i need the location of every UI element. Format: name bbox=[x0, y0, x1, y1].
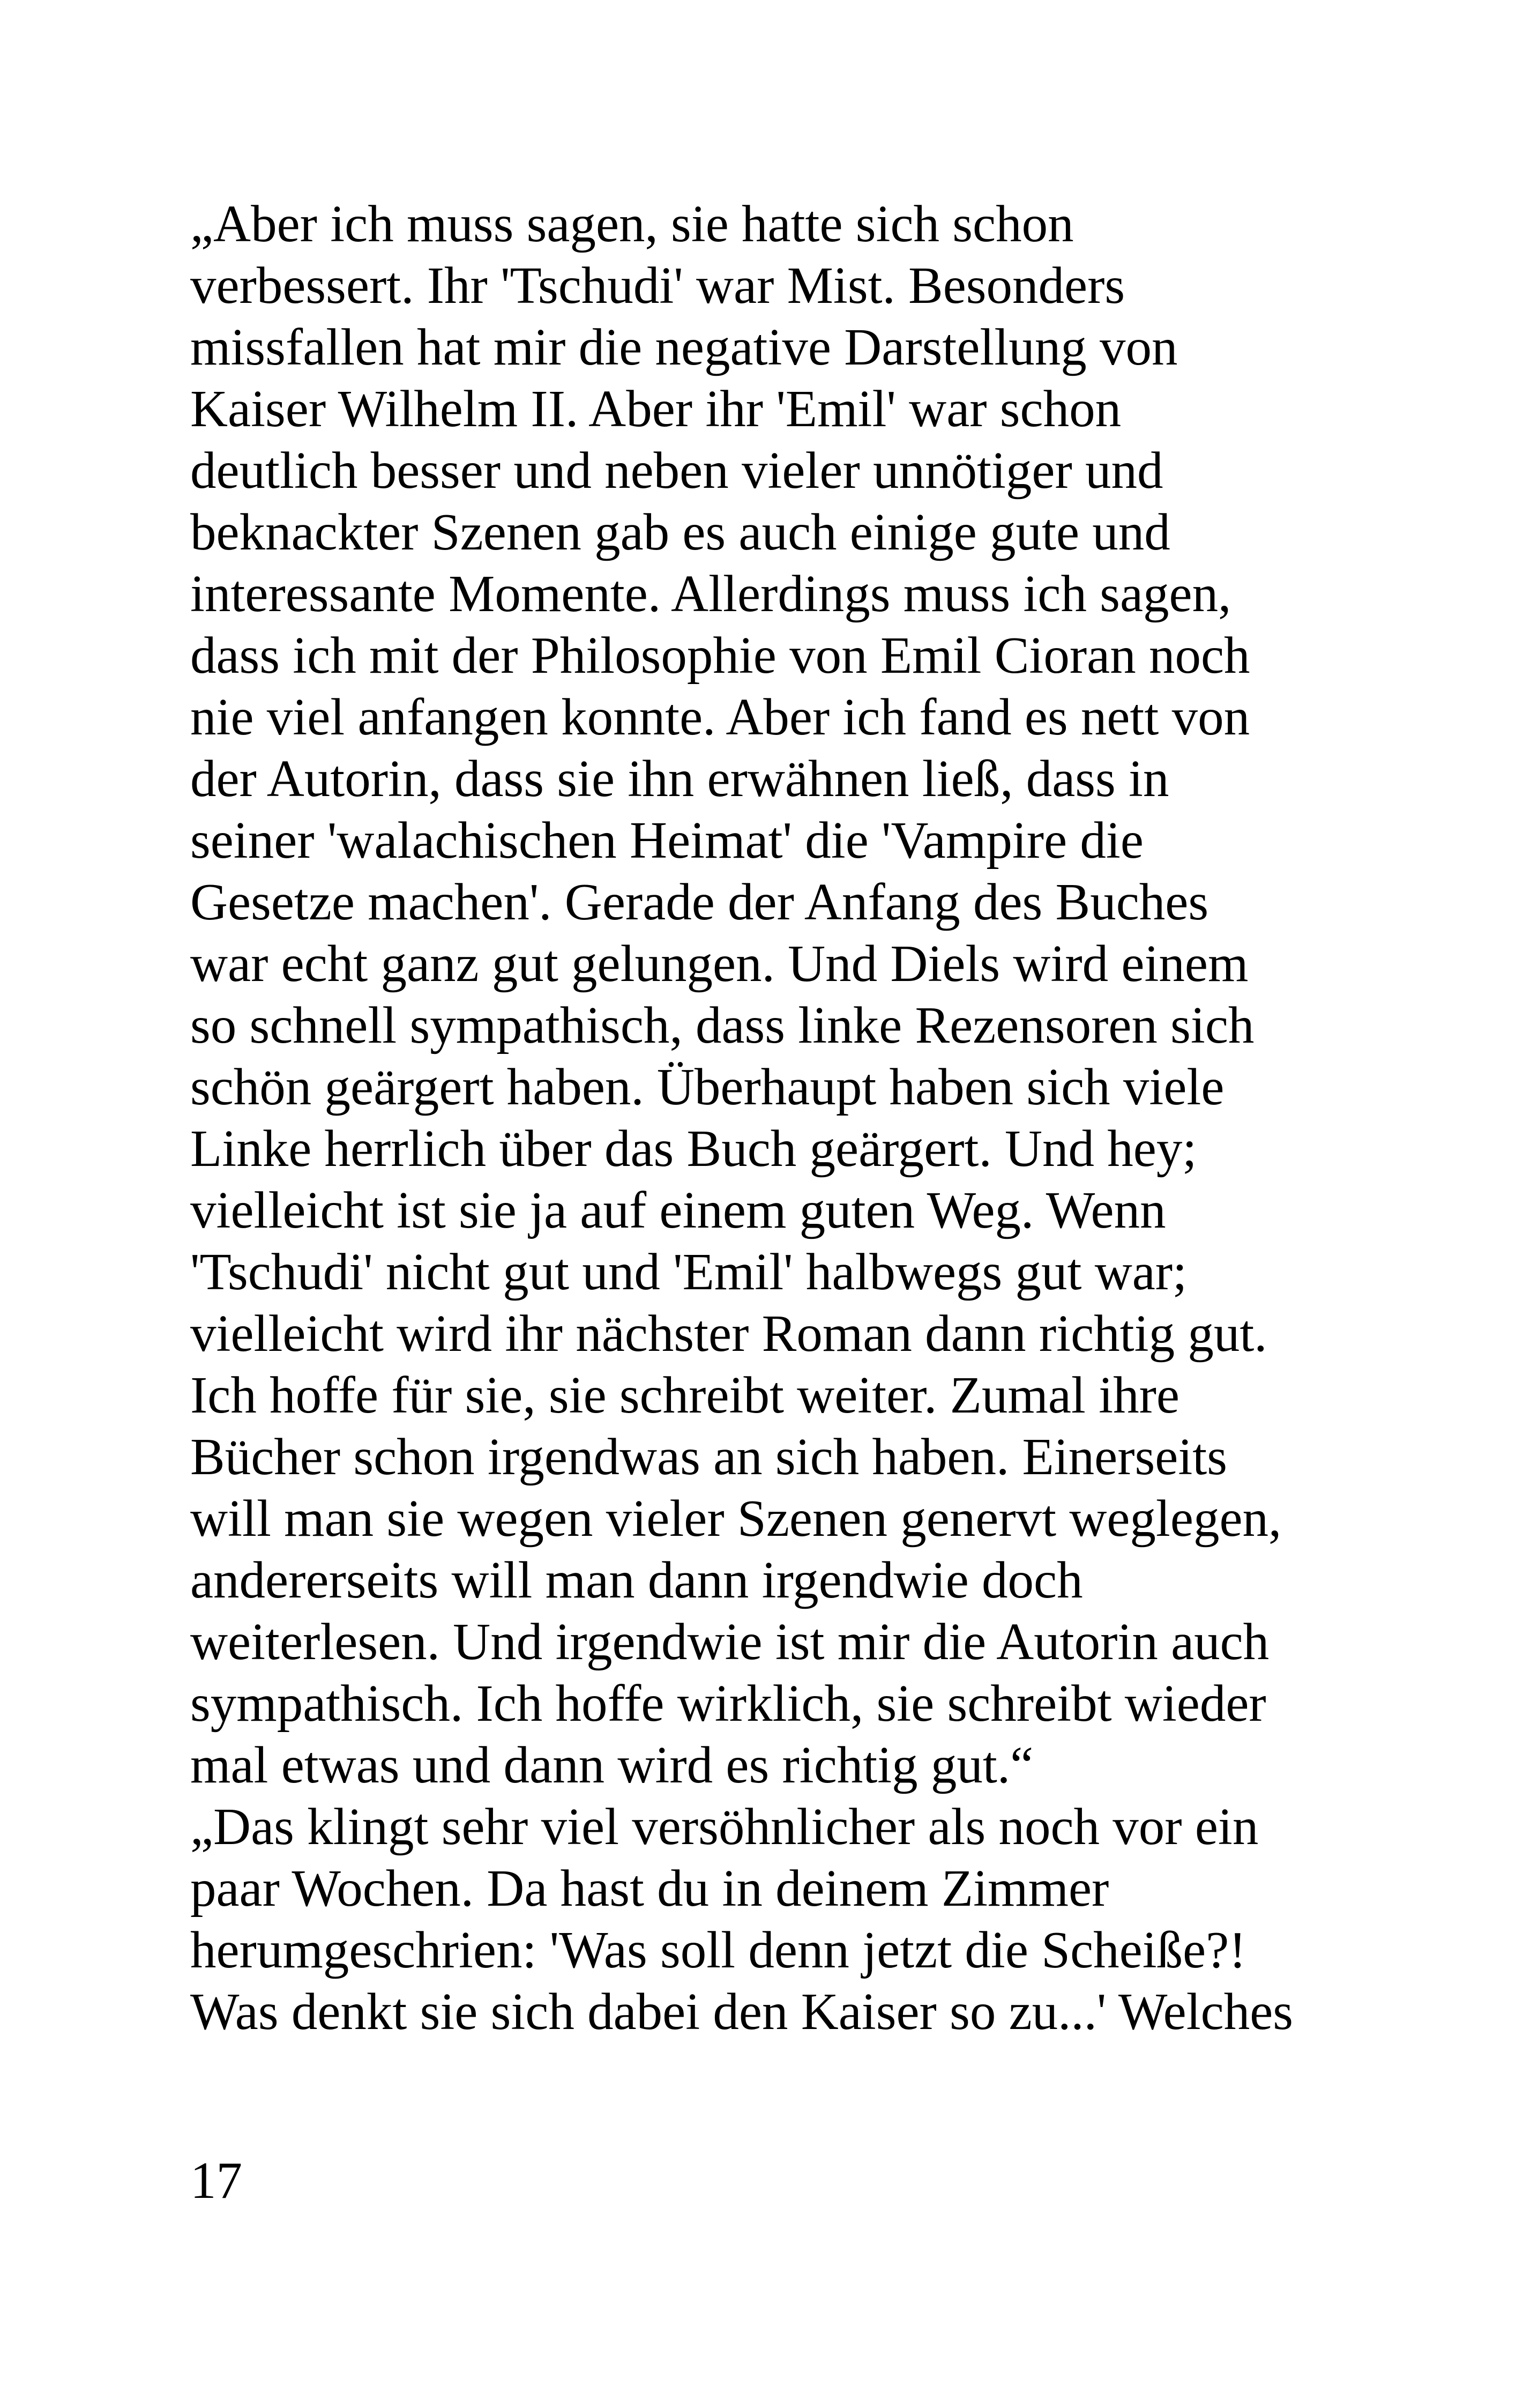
text-line: war echt ganz gut gelungen. Und Diels wird einem bbox=[190, 935, 1249, 992]
text-line: Linke herrlich über das Buch geärgert. Und hey; bbox=[190, 1120, 1197, 1177]
page-number: 17 bbox=[190, 2152, 242, 2209]
text-line: verbessert. Ihr 'Tschudi' war Mist. Besonders bbox=[190, 257, 1125, 314]
text-line: beknackter Szenen gab es auch einige gute und bbox=[190, 503, 1170, 561]
text-line: Was denkt sie sich dabei den Kaiser so zu...' Welches bbox=[190, 1983, 1294, 2040]
text-line: der Autorin, dass sie ihn erwähnen ließ, dass in bbox=[190, 750, 1169, 807]
text-line: dass ich mit der Philosophie von Emil Cioran noch bbox=[190, 627, 1250, 684]
text-line: schön geärgert haben. Überhaupt haben sich viele bbox=[190, 1058, 1225, 1116]
text-line: andererseits will man dann irgendwie doch bbox=[190, 1551, 1083, 1609]
text-line: mal etwas und dann wird es richtig gut.“ bbox=[190, 1736, 1034, 1794]
text-line: will man sie wegen vieler Szenen genervt weglegen, bbox=[190, 1490, 1282, 1547]
text-line: Ich hoffe für sie, sie schreibt weiter. Zumal ihre bbox=[190, 1366, 1179, 1424]
text-line: paar Wochen. Da hast du in deinem Zimmer bbox=[190, 1860, 1109, 1917]
text-line: sympathisch. Ich hoffe wirklich, sie schreibt wieder bbox=[190, 1675, 1266, 1732]
text-line: Kaiser Wilhelm II. Aber ihr 'Emil' war schon bbox=[190, 380, 1122, 437]
body-text bbox=[190, 193, 1369, 2042]
text-line: seiner 'walachischen Heimat' die 'Vampire die bbox=[190, 812, 1144, 869]
text-line: vielleicht ist sie ja auf einem guten Weg. Wenn bbox=[190, 1181, 1166, 1239]
text-line: 'Tschudi' nicht gut und 'Emil' halbwegs gut war; bbox=[190, 1243, 1188, 1300]
text-line: vielleicht wird ihr nächster Roman dann richtig gut. bbox=[190, 1305, 1267, 1362]
text-line: „Das klingt sehr viel versöhnlicher als noch vor ein bbox=[190, 1798, 1259, 1855]
text-line: „Aber ich muss sagen, sie hatte sich schon bbox=[190, 195, 1074, 252]
text-line: Bücher schon irgendwas an sich haben. Einerseits bbox=[190, 1428, 1227, 1485]
text-line: nie viel anfangen konnte. Aber ich fand es nett von bbox=[190, 688, 1250, 746]
text-line: weiterlesen. Und irgendwie ist mir die Autorin auch bbox=[190, 1613, 1270, 1670]
text-line: so schnell sympathisch, dass linke Rezensoren sich bbox=[190, 997, 1255, 1054]
text-line: Gesetze machen'. Gerade der Anfang des Buches bbox=[190, 873, 1209, 931]
text-line: herumgeschrien: 'Was soll denn jetzt die Scheiße?! bbox=[190, 1921, 1246, 1979]
text-line: interessante Momente. Allerdings muss ich sagen, bbox=[190, 565, 1231, 622]
text-line: deutlich besser und neben vieler unnötiger und bbox=[190, 442, 1163, 499]
text-line: missfallen hat mir die negative Darstellung von bbox=[190, 318, 1178, 376]
